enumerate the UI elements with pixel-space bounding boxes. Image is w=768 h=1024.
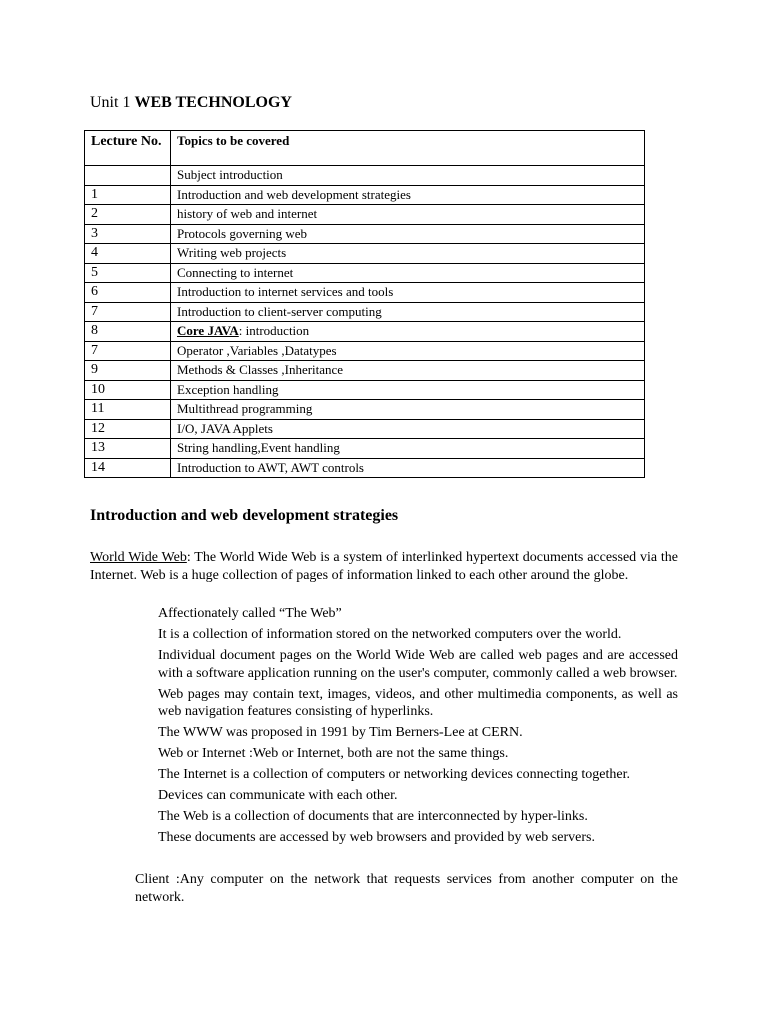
unit-prefix: Unit 1 xyxy=(90,94,135,111)
lecture-topics-table xyxy=(84,130,645,478)
bullet-item: Affectionately called “The Web” xyxy=(158,606,342,621)
header-lecture-no: Lecture No. xyxy=(85,131,171,166)
table-row xyxy=(85,400,645,420)
lecture-topic: Introduction to internet services and tools xyxy=(171,283,645,303)
lecture-topic: Connecting to internet xyxy=(171,263,645,283)
lecture-topic xyxy=(171,322,645,342)
table-row xyxy=(85,166,645,186)
unit-title: WEB TECHNOLOGY xyxy=(134,94,292,111)
lecture-topic: Introduction to AWT, AWT controls xyxy=(171,458,645,478)
lecture-topic: Introduction and web development strategies xyxy=(171,185,645,205)
lecture-topic: Protocols governing web xyxy=(171,224,645,244)
lecture-number xyxy=(85,166,171,186)
table-row xyxy=(85,263,645,283)
intro-paragraph xyxy=(90,549,678,584)
bullet-list xyxy=(158,605,678,850)
header-topics: Topics to be covered xyxy=(171,131,645,166)
lecture-number: 14 xyxy=(85,458,171,478)
lecture-number: 3 xyxy=(85,224,171,244)
bullet-item: Devices can communicate with each other. xyxy=(158,788,398,803)
lecture-topic: String handling,Event handling xyxy=(171,439,645,459)
lecture-number: 5 xyxy=(85,263,171,283)
table-row xyxy=(85,419,645,439)
lecture-number: 13 xyxy=(85,439,171,459)
lecture-topic: Exception handling xyxy=(171,380,645,400)
lecture-topic: I/O, JAVA Applets xyxy=(171,419,645,439)
lecture-number: 4 xyxy=(85,244,171,264)
unit-heading xyxy=(90,93,292,113)
table-row xyxy=(85,380,645,400)
bullet-item: Web or Internet :Web or Internet, both are not the same things. xyxy=(158,746,509,761)
table-row xyxy=(85,185,645,205)
table-row xyxy=(85,458,645,478)
lecture-number: 12 xyxy=(85,419,171,439)
table-row xyxy=(85,341,645,361)
lecture-number: 9 xyxy=(85,361,171,381)
bullet-item: Web pages may contain text, images, videos, and other multimedia components, as well as web navigation features consisting of hyperlinks. xyxy=(158,686,678,719)
bullet-item: Individual document pages on the World Wide Web are called web pages and are accessed with a software application running on the user's computer, commonly called a web browser. xyxy=(158,648,678,681)
table-row xyxy=(85,361,645,381)
client-paragraph: Client :Any computer on the network that requests services from another computer on the network. xyxy=(135,872,678,905)
table-row xyxy=(85,322,645,342)
lecture-number: 11 xyxy=(85,400,171,420)
lecture-topic: Introduction to client-server computing xyxy=(171,302,645,322)
table-header-row xyxy=(85,131,645,166)
lecture-topic: Operator ,Variables ,Datatypes xyxy=(171,341,645,361)
intro-text: : The World Wide Web is a system of interlinked hypertext documents accessed via the Internet. Web is a huge collection of pages of information linked to each other around the globe. xyxy=(90,550,678,583)
section-heading: Introduction and web development strategies xyxy=(90,507,399,524)
table-row xyxy=(85,283,645,303)
lecture-number: 7 xyxy=(85,302,171,322)
bullet-item: These documents are accessed by web browsers and provided by web servers. xyxy=(158,830,595,845)
lecture-number: 2 xyxy=(85,205,171,225)
lecture-number: 6 xyxy=(85,283,171,303)
bullet-item: The WWW was proposed in 1991 by Tim Berners-Lee at CERN. xyxy=(158,725,523,740)
lecture-number: 10 xyxy=(85,380,171,400)
table-row xyxy=(85,205,645,225)
www-term: World Wide Web xyxy=(90,550,187,565)
lecture-topic: Multithread programming xyxy=(171,400,645,420)
lecture-number: 8 xyxy=(85,322,171,342)
lecture-number: 7 xyxy=(85,341,171,361)
core-java-label: Core JAVA xyxy=(177,323,239,338)
lecture-topic: Writing web projects xyxy=(171,244,645,264)
topic-rest: : introduction xyxy=(238,323,310,338)
lecture-topic: Subject introduction xyxy=(171,166,645,186)
lecture-topic: Methods & Classes ,Inheritance xyxy=(171,361,645,381)
bullet-item: The Web is a collection of documents that are interconnected by hyper-links. xyxy=(158,809,588,824)
bullet-item: It is a collection of information stored on the networked computers over the world. xyxy=(158,627,622,642)
table-row xyxy=(85,302,645,322)
lecture-topic: history of web and internet xyxy=(171,205,645,225)
table-row xyxy=(85,224,645,244)
table-row xyxy=(85,244,645,264)
table-row xyxy=(85,439,645,459)
bullet-item: The Internet is a collection of computers or networking devices connecting together. xyxy=(158,767,630,782)
lecture-number: 1 xyxy=(85,185,171,205)
